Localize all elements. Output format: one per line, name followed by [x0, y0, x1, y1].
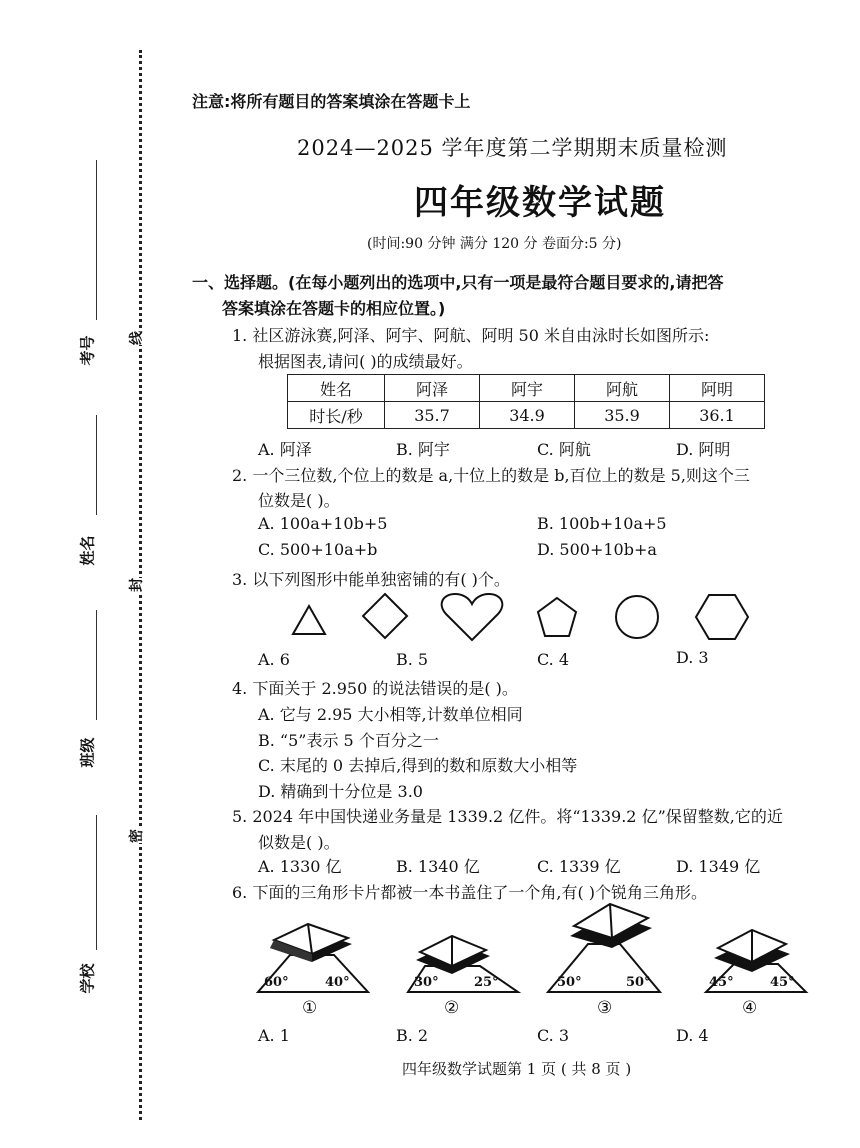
table-cell: 姓名 — [288, 375, 385, 402]
q3-option-c[interactable]: C. 4 — [537, 650, 570, 669]
table-row — [288, 375, 765, 402]
card-4-left-angle: 45° — [709, 975, 734, 990]
card-4-label: ④ — [742, 998, 758, 1018]
q5-option-a[interactable]: A. 1330 亿 — [258, 857, 342, 876]
q1-stem: 1. 社区游泳赛,阿泽、阿宇、阿航、阿明 50 米自由泳时长如图所示: — [232, 326, 710, 345]
table-cell: 阿宇 — [480, 375, 575, 402]
table-cell: 阿泽 — [385, 375, 480, 402]
q3-option-d[interactable]: D. 3 — [676, 648, 709, 667]
q1-option-b[interactable]: B. 阿宇 — [396, 440, 450, 459]
circle-icon — [616, 596, 658, 638]
q3-option-b[interactable]: B. 5 — [396, 650, 429, 669]
card-3-left-angle: 50° — [557, 975, 582, 990]
q4-option-a[interactable]: A. 它与 2.95 大小相等,计数单位相同 — [258, 705, 523, 724]
q2-option-a[interactable]: A. 100a+10b+5 — [258, 514, 388, 533]
page-footer: 四年级数学试题第 1 页 ( 共 8 页 ) — [402, 1060, 632, 1078]
q1-option-c[interactable]: C. 阿航 — [537, 440, 591, 459]
section-heading-cont: 答案填涂在答题卡的相应位置。) — [222, 299, 446, 318]
exam-number-line — [96, 160, 97, 320]
q2-stem-cont: 位数是( )。 — [258, 491, 340, 510]
square-icon — [363, 594, 407, 638]
q2-option-b[interactable]: B. 100b+10a+5 — [537, 514, 667, 533]
seal-char-secret: 密 — [126, 829, 146, 843]
table-cell: 34.9 — [480, 402, 575, 429]
q4-option-b[interactable]: B. “5”表示 5 个百分之一 — [258, 731, 439, 750]
q3-stem: 3. 以下列图形中能单独密铺的有( )个。 — [232, 570, 510, 589]
exam-meta: (时间:90 分钟 满分 120 分 卷面分:5 分) — [367, 236, 622, 252]
triangle-icon — [293, 606, 325, 634]
seal-char-line: 线 — [126, 331, 146, 345]
q6-stem: 6. 下面的三角形卡片都被一本书盖住了一个角,有( )个锐角三角形。 — [232, 883, 708, 902]
q6-option-a[interactable]: A. 1 — [258, 1026, 290, 1045]
q2-option-d[interactable]: D. 500+10b+a — [537, 540, 657, 559]
table-cell: 35.9 — [575, 402, 670, 429]
name-label: 姓名 — [78, 535, 97, 566]
seal-char-seal: 封 — [126, 578, 146, 592]
q3-option-a[interactable]: A. 6 — [258, 650, 290, 669]
class-line — [96, 610, 97, 720]
card-1-left-angle: 60° — [264, 975, 289, 990]
table-cell: 36.1 — [670, 402, 765, 429]
card-2-left-angle: 30° — [414, 975, 439, 990]
card-1-right-angle: 40° — [325, 975, 350, 990]
pentagon-icon — [538, 598, 576, 636]
q4-stem: 4. 下面关于 2.950 的说法错误的是( )。 — [232, 679, 518, 698]
table-cell: 时长/秒 — [288, 402, 385, 429]
card-1-label: ① — [302, 998, 318, 1018]
section-heading: 一、选择题。(在每小题列出的选项中,只有一项是最符合题目要求的,请把答 — [192, 273, 724, 292]
table-cell: 阿航 — [575, 375, 670, 402]
exam-number-label: 考号 — [78, 335, 97, 366]
q6-option-b[interactable]: B. 2 — [396, 1026, 429, 1045]
instruction-note: 注意:将所有题目的答案填涂在答题卡上 — [192, 92, 471, 111]
name-line — [96, 415, 97, 515]
q1-option-d[interactable]: D. 阿明 — [676, 440, 731, 459]
hexagon-icon — [696, 595, 748, 639]
card-3-label: ③ — [597, 998, 613, 1018]
card-2-right-angle: 25° — [474, 975, 499, 990]
q2-stem: 2. 一个三位数,个位上的数是 a,十位上的数是 b,百位上的数是 5,则这个三 — [232, 466, 750, 485]
heart-icon — [442, 594, 503, 640]
q5-option-d[interactable]: D. 1349 亿 — [676, 857, 761, 876]
q5-option-c[interactable]: C. 1339 亿 — [537, 857, 621, 876]
book-icon — [270, 924, 352, 962]
table-cell: 35.7 — [385, 402, 480, 429]
q1-option-a[interactable]: A. 阿泽 — [258, 440, 312, 459]
school-label: 学校 — [78, 963, 97, 994]
class-label: 班级 — [78, 737, 97, 768]
card-2-label: ② — [444, 998, 460, 1018]
q3-shapes — [285, 592, 785, 652]
card-4-right-angle: 45° — [770, 975, 795, 990]
book-icon — [570, 904, 652, 948]
q4-option-d[interactable]: D. 精确到十分位是 3.0 — [258, 782, 423, 801]
q5-option-b[interactable]: B. 1340 亿 — [396, 857, 480, 876]
q5-stem: 5. 2024 年中国快递业务量是 1339.2 亿件。将“1339.2 亿”保留整数,它的近 — [232, 807, 783, 826]
q2-option-c[interactable]: C. 500+10a+b — [258, 540, 378, 559]
q4-option-c[interactable]: C. 末尾的 0 去掉后,得到的数和原数大小相等 — [258, 756, 578, 775]
table-cell: 阿明 — [670, 375, 765, 402]
school-line — [96, 815, 97, 950]
q5-stem-cont: 似数是( )。 — [258, 833, 340, 852]
q1-stem-cont: 根据图表,请问( )的成绩最好。 — [258, 352, 473, 371]
q6-option-c[interactable]: C. 3 — [537, 1026, 570, 1045]
exam-title: 四年级数学试题 — [414, 183, 666, 223]
exam-subtitle: 2024—2025 学年度第二学期期末质量检测 — [297, 136, 728, 160]
card-3-right-angle: 50° — [626, 975, 651, 990]
table-row — [288, 402, 765, 429]
q1-table — [287, 374, 765, 429]
q6-option-d[interactable]: D. 4 — [676, 1026, 709, 1045]
